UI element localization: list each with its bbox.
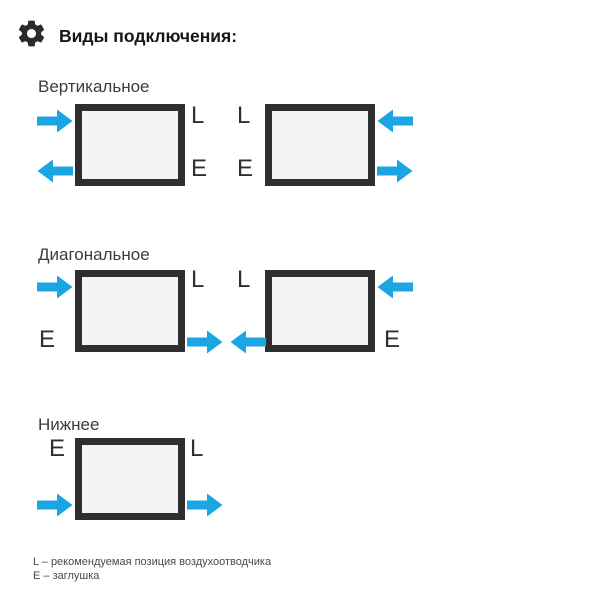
air-vent-mark: L [237,102,251,129]
plug-mark: E [191,155,208,182]
legend-plug: E – заглушка [33,570,100,582]
inflow-arrow-left-icon [377,275,413,299]
inflow-arrow-right-icon [37,493,73,517]
vertical-left-radiator [75,104,185,186]
inflow-arrow-right-icon [37,109,73,133]
section-label-bottom: Нижнее [38,415,100,434]
diagonal-right-radiator [265,270,375,352]
outflow-arrow-left-icon [230,330,266,354]
air-vent-mark: L [191,266,205,293]
plug-mark: E [384,326,401,353]
inflow-arrow-left-icon [377,109,413,133]
outflow-arrow-right-icon [377,159,413,183]
diagonal-left-radiator [75,270,185,352]
air-vent-mark: L [237,266,251,293]
outflow-arrow-right-icon [187,330,223,354]
vertical-right-radiator [265,104,375,186]
plug-mark: E [49,435,66,462]
bottom-radiator [75,438,185,520]
outflow-arrow-left-icon [37,159,73,183]
plug-mark: E [237,155,254,182]
page-title: Виды подключения: [59,26,238,46]
legend-air-vent: L – рекомендуемая позиция воздухоотводчика [33,556,272,568]
section-label-diagonal: Диагональное [38,245,150,264]
plug-mark: E [39,326,56,353]
outflow-arrow-right-icon [187,493,223,517]
gear-icon [16,18,47,49]
section-label-vertical: Вертикальное [38,77,150,96]
air-vent-mark: L [190,435,204,462]
inflow-arrow-right-icon [37,275,73,299]
air-vent-mark: L [191,102,205,129]
